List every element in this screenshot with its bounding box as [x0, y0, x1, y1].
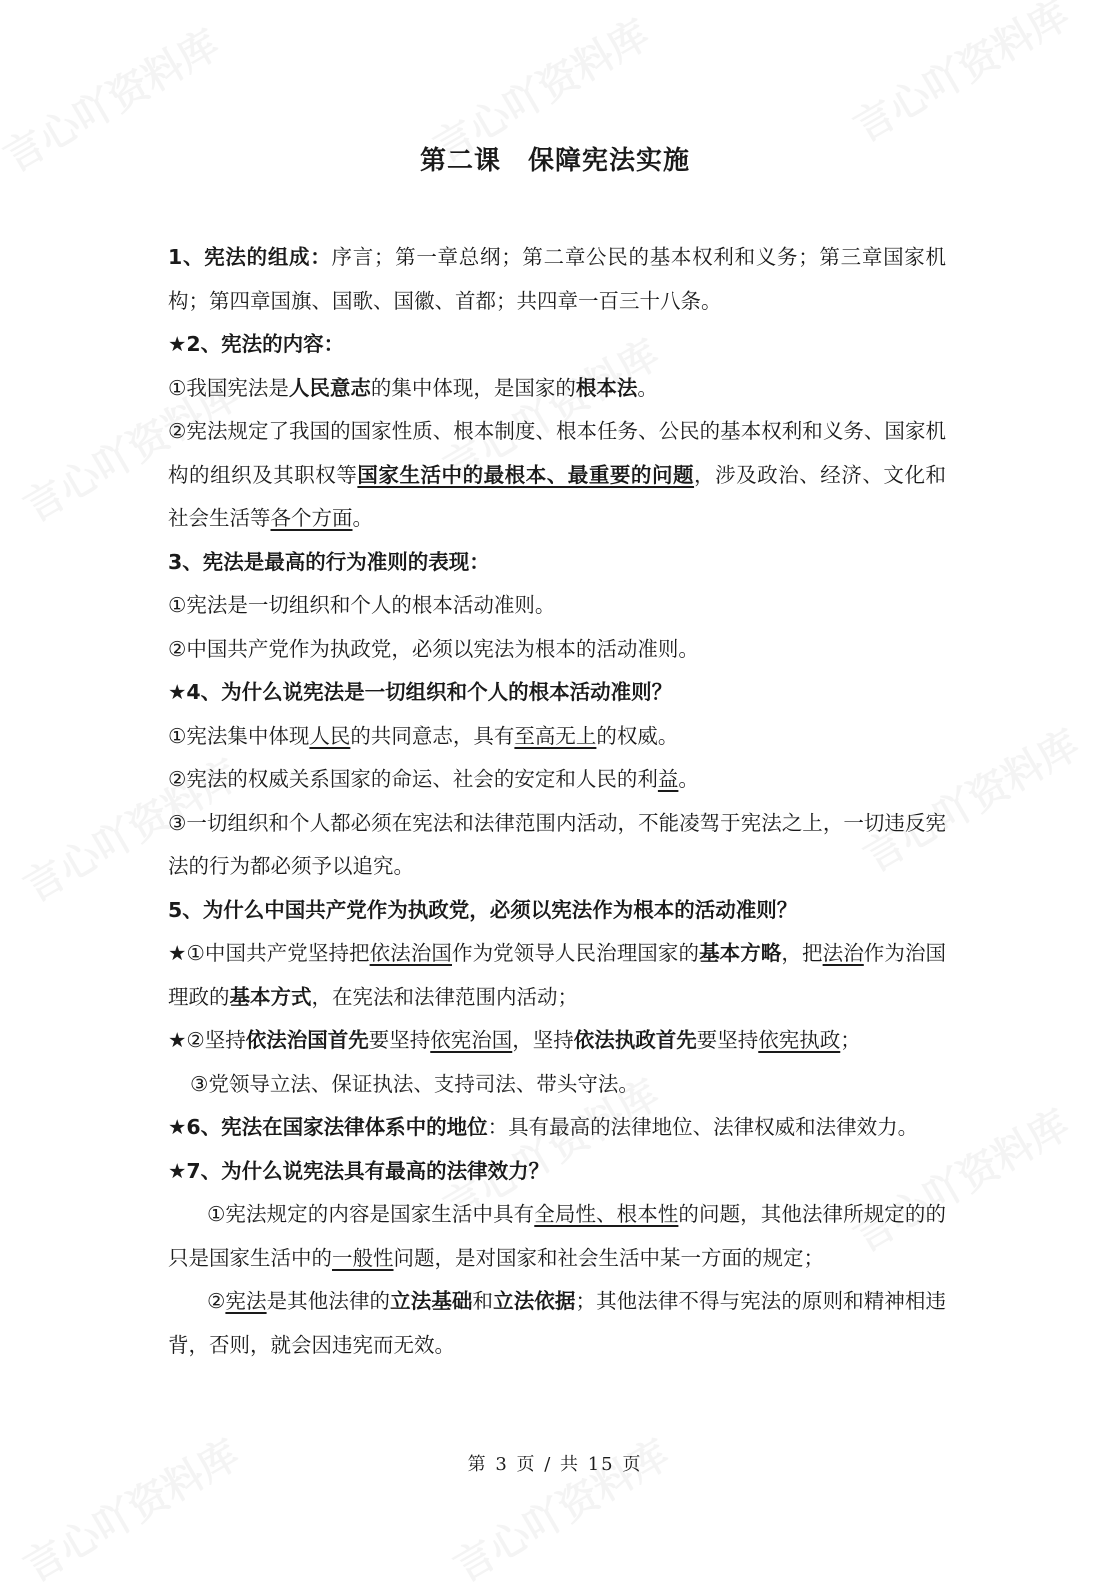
bold-text: ★2、宪法的内容：	[168, 332, 345, 356]
paragraph	[168, 671, 946, 715]
page-number: 第 3 页 / 共 15 页	[467, 1454, 643, 1475]
bold-text: 依法执政首先	[573, 1028, 697, 1052]
underlined-text: 依法治国	[369, 941, 452, 965]
underlined-text: 依宪治国	[430, 1028, 513, 1052]
bold-text: 人民意志	[288, 375, 371, 400]
bold-text: 立法依据	[493, 1289, 576, 1313]
text-run: 要坚持	[696, 1028, 759, 1052]
text-run: ①宪法是一切组织和个人的根本活动准则。	[168, 593, 556, 617]
text-run: 作为党领导人民治理国家的	[452, 941, 700, 965]
text-run: ③一切组织和个人都必须在宪法和法律范围内活动，不能凌驾于宪法之上，一切违反宪法的行为都必须予以追究。	[168, 810, 946, 878]
underlined-text: 各个方面	[270, 506, 353, 530]
text-run: 。	[637, 375, 658, 400]
text-run: ，在宪法和法律范围内活动；	[311, 984, 578, 1009]
text-run: ，把	[781, 941, 823, 965]
text-run: ：具有最高的法律地位、法律权威和法律效力。	[487, 1115, 919, 1139]
bold-text: 根本法	[575, 375, 638, 400]
text-run: 的共同意志，具有	[350, 723, 515, 748]
underlined-text: 人民	[309, 723, 351, 748]
paragraph	[168, 323, 946, 367]
underlined-text: 至高无上	[514, 723, 597, 748]
paragraph	[168, 932, 946, 1019]
text-run: ；	[840, 1028, 861, 1052]
text-run: ①我国宪法是	[168, 375, 289, 400]
document-body	[168, 236, 946, 1367]
underlined-text: 全局性、根本性	[534, 1202, 679, 1226]
text-run: ；其他法律不得与宪法的原则和精神相违背，否则，就会因违宪而无效。	[168, 1289, 947, 1357]
text-run: 。	[352, 506, 373, 530]
bold-text: 5、为什么中国共产党作为执政党，必须以宪法作为根本的活动准则？	[168, 897, 798, 922]
text-run: 是其他法律的	[266, 1289, 391, 1313]
underlined-text: 依宪执政	[758, 1028, 841, 1052]
paragraph	[168, 802, 946, 889]
paragraph	[168, 1193, 946, 1280]
paragraph	[168, 584, 946, 628]
paragraph	[168, 1106, 946, 1150]
text-run: ②	[206, 1289, 226, 1313]
paragraph	[168, 367, 946, 411]
text-run: 和	[472, 1289, 494, 1313]
paragraph	[168, 1063, 946, 1107]
text-run: ①宪法集中体现	[168, 723, 310, 748]
text-run: 的集中体现，是国家的	[370, 375, 576, 400]
paragraph	[168, 410, 946, 541]
text-run: ②宪法规定了我国的国家性质、根本制度、根本任务、公民的基本权利和义务、国家机构的组织及其职权等	[168, 419, 946, 487]
bold-text: ★7、为什么说宪法具有最高的法律效力？	[168, 1158, 550, 1183]
bold-text: 依法治国首先	[245, 1028, 369, 1052]
text-run: ，涉及政治、经济、文化和社会生活等	[168, 462, 947, 530]
watermark-text	[842, 0, 1078, 153]
bold-text: 1、宪法的组成：	[168, 245, 332, 269]
text-run: 的问题，其他法律所规定的的只是国家生活中的	[168, 1202, 946, 1270]
paragraph	[168, 236, 946, 323]
bold-text: ★6、宪法在国家法律体系中的地位	[168, 1115, 488, 1139]
text-run: ，坚持	[512, 1028, 574, 1052]
page-title: 第二课 保障宪法实施	[419, 146, 690, 176]
text-run: 。	[678, 767, 699, 791]
paragraph	[168, 715, 946, 759]
underlined-text: 宪法	[225, 1289, 267, 1313]
text-run: 序言；第一章总纲；第二章公民的基本权利和义务；第三章国家机构；第四章国旗、国歌、国徽、首都；共四章一百三十八条。	[168, 245, 946, 313]
text-run: 作为治国理政的	[168, 941, 947, 1009]
text-run: 要坚持	[368, 1028, 431, 1052]
paragraph	[168, 1150, 946, 1194]
text-run: 的权威。	[596, 723, 679, 748]
text-run: ③党领导立法、保证执法、支持司法、带头守法。	[190, 1071, 639, 1096]
bold-text: 基本方略	[699, 941, 782, 965]
text-run: ★②坚持	[168, 1028, 246, 1052]
bold-text: ★4、为什么说宪法是一切组织和个人的根本活动准则？	[168, 680, 673, 704]
text-run: ②中国共产党作为执政党，必须以宪法为根本的活动准则。	[168, 636, 699, 661]
paragraph	[168, 1019, 946, 1063]
bold-text: 基本方式	[229, 984, 312, 1009]
text-run: ②宪法的权威关系国家的命运、社会的安定和人民的利	[168, 767, 658, 791]
bold-text: 3、宪法是最高的行为准则的表现：	[168, 549, 490, 574]
text-run: ★①中国共产党坚持把	[168, 941, 370, 965]
paragraph	[168, 889, 946, 933]
bold-text: 立法基础	[390, 1289, 473, 1313]
paragraph	[168, 628, 946, 672]
underlined-text: 一般性	[332, 1245, 394, 1270]
paragraph	[168, 541, 946, 585]
paragraph	[168, 758, 946, 802]
text-run: ①宪法规定的内容是国家生活中具有	[206, 1202, 535, 1226]
underlined-text: 益	[657, 767, 679, 791]
paragraph	[168, 1280, 946, 1367]
underlined-text: 法治	[822, 941, 864, 965]
underlined-text: 国家生活中的最根本、最重要的问题	[357, 462, 695, 487]
text-run: 问题，是对国家和社会生活中某一方面的规定；	[393, 1245, 824, 1270]
